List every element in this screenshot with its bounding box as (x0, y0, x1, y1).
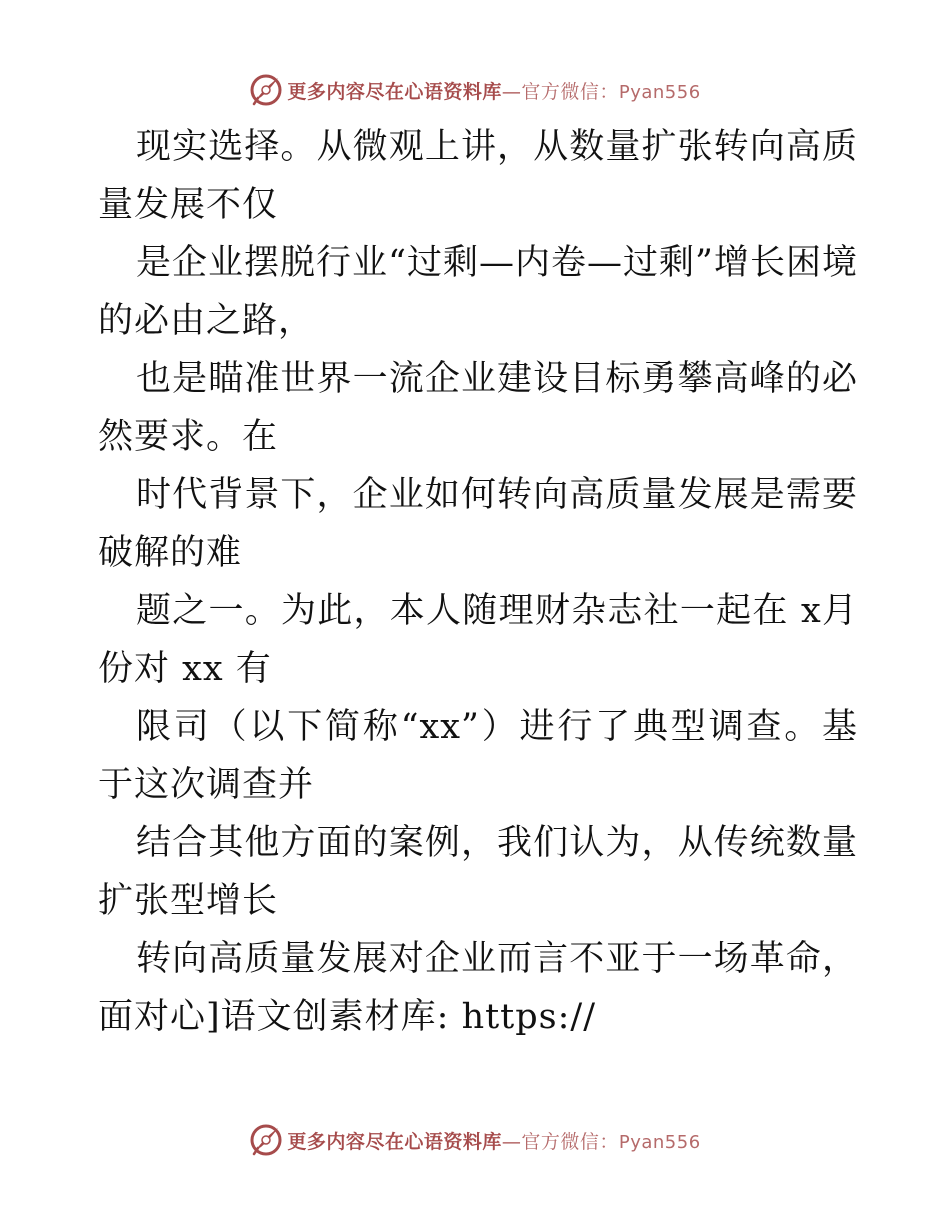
banner-title: 更多内容尽在心语资料库 (287, 80, 502, 103)
paragraph: 也是瞄准世界一流企业建设目标勇攀高峰的必然要求。在 (98, 359, 858, 457)
paragraph: 题之一。为此，本人随理财杂志社一起在 x月份对 xx 有 (98, 591, 858, 689)
banner-wechat-label: 官方微信： (521, 1130, 619, 1153)
paragraph: 转向高质量发展对企业而言不亚于一场革命，面对心]语文创素材库: https:// (98, 939, 858, 1037)
paragraph: 现实选择。从微观上讲，从数量扩张转向高质量发展不仅 (98, 127, 858, 225)
banner-separator: — (501, 1130, 522, 1153)
banner-separator: — (501, 80, 522, 103)
paragraph: 结合其他方面的案例，我们认为，从传统数量扩张型增长 (98, 823, 858, 921)
banner-wechat-id: Pyan556 (618, 1131, 701, 1153)
banner-wechat-id: Pyan556 (618, 81, 701, 103)
quill-pen-logo-icon (249, 73, 283, 107)
body-text (98, 118, 858, 1046)
paragraph: 时代背景下，企业如何转向高质量发展是需要破解的难 (98, 475, 858, 573)
paragraph: 是企业摆脱行业“过剩—内卷—过剩”增长困境的必由之路， (98, 243, 858, 341)
paragraph: 限司（以下简称“xx”）进行了典型调查。基于这次调查并 (98, 707, 858, 805)
header-banner (0, 70, 950, 110)
banner-text (287, 1127, 700, 1154)
quill-pen-logo-icon (249, 1123, 283, 1157)
banner-text (287, 77, 700, 104)
footer-banner (0, 1120, 950, 1160)
banner-wechat-label: 官方微信： (521, 80, 619, 103)
banner-title: 更多内容尽在心语资料库 (287, 1130, 502, 1153)
